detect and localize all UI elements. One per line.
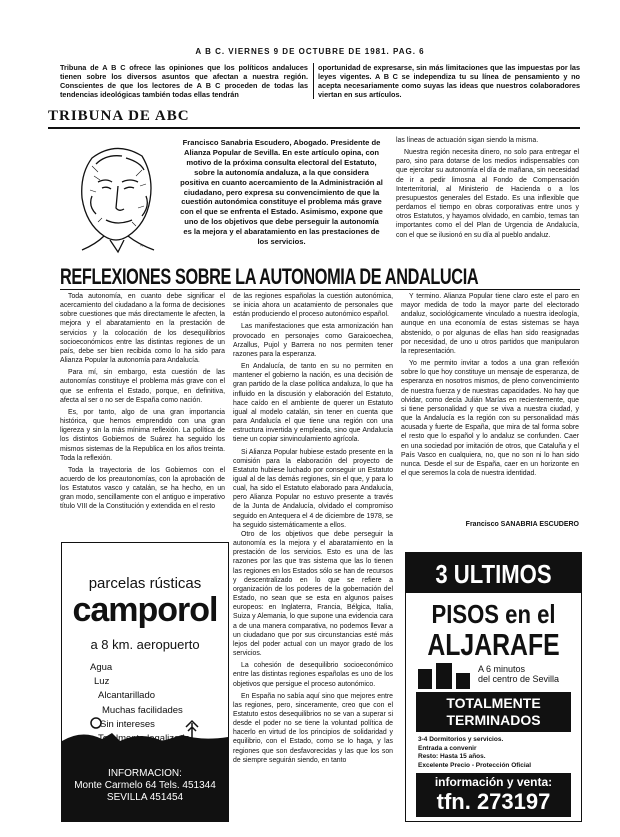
ad-aljarafe [405, 552, 582, 822]
ad-camporol-info-line1: Monte Carmelo 64 Tels. 451344 [74, 780, 216, 791]
article-lead: Francisco Sanabria Escudero, Abogado. Presidente de Alianza Popular de Sevilla. En este artículo opina, con motivo de la próxima consulta electoral del Estatuto, sobre la autonomía andaluza, a la que considera positiva en cuanto acercamiento de la Administración al ciudadano, pero expresa su convencimiento de que la cuestión autonómica constituye el problema más grave con el que se enfrenta el Estado. Asimismo, expone que uno de los objetivos que debe perseguir la autonomía es la mejora y el abaratamiento en las prestaciones de los servicios. [180, 138, 383, 247]
list-item: Sin intereses [100, 718, 155, 730]
author-portrait [62, 136, 170, 252]
article-paragraph: En Andalucía, de tanto en su no permiten en mantener el gobierno la nación, es una decisión de gran partido de la clase política andaluza, lo que ha influido en la discusión y elaboración del Estatuto, hace caído en el ambiente de querer un Estatuto igual al modelo catalán, sin tener en cuenta que para Andalucía el que tiene una región con una estructura invertida y empleada, sino que Andalucía tiene un copiar sinvinculamiento agrícola. [233, 363, 393, 444]
article-column-1 [60, 292, 225, 524]
ad-aljarafe-contact: información y venta: [434, 775, 553, 789]
ad-camporol-title: parcelas rústicas [88, 575, 202, 592]
ad-camporol-info [62, 768, 228, 804]
article-column-right-top [396, 136, 579, 243]
article-paragraph: Toda autonomía, en cuanto debe significar el acercamiento del ciudadano a la forma de decisiones sobre cuestiones que más directamente le afecten, la mejora y el abaratamiento en la prestación de servicios y la colocación de los desequilibrios socioeconómicos entre las distintas regiones de un país, debe ser bien recibida como lo ha sido para Alianza Popular la autonomía para Andalucía. [60, 293, 225, 365]
page-header: A B C. VIERNES 9 DE OCTUBRE DE 1981. PAG. 6 [195, 47, 425, 56]
ad-aljarafe-details [418, 736, 573, 770]
article-column-3 [401, 292, 579, 520]
list-item: Luz [94, 676, 110, 688]
article-paragraph: Para mí, sin embargo, esta cuestión de las autonomías constituye el problema más grave con el que se enfrenta el Estado, porque, en definitiva, afecta al ser o no ser de España como nación. [60, 369, 225, 404]
section-title: TRIBUNA DE ABC [48, 108, 190, 124]
article-paragraph: Y termino. Alianza Popular tiene claro este el paro en mayor medida de todo la mayor parte del electorado andaluz, sociológicamente vinculado a nuestra ideología, aunque en una economía de estas sistemas se haya abstenido, o por algunas de ellas han sido reasignadas por necesidad, de uno u otros partidos que manipularon la representación. [401, 293, 579, 355]
article-paragraph: Nuestra región necesita dinero, no solo para entregar el paro, sino para dotarse de los medios indispensables con que ejercitar su autonomía el día de mañana, sin necesidad de ir a pedir limosna al Fondo de Compensación Interterritorial, al Ministerio de Hacienda o a los presupuestos generales del Estado. Es una inflexible que perdamos el tiempo en obras corporativas entre unos y otros Estatutos, y hayamos olvidado, en cambio, temas tan importantes como el del Plan de Urgencia de Andalucía, con el que se ilusionó en su día al pueblo andaluz. [396, 149, 579, 239]
list-item: 3-4 Dormitorios y servicios. [418, 736, 504, 743]
article-paragraph: Otro de los objetivos que debe perseguir la autonomía es la mejora y el abaratamiento en la prestación de los servicios. Esto es una de las razones por las que tras sistema que las lo tienen las regiones en los Estados sólo se han de recursos y descentralizado en lo que se refiere a organización de los poderes de la gobernación del Estado, no sean que se esta en algunos países europeos: en Inglaterra, Francia, Bélgica, Italia, Suiza y Alemania, lo que supone una evidencia cara a de una manera comparativa, no podemos llevar a un ciudadano que por sus circunstancias esté más lejos del poder actual con un mayor grado de los servicios. [233, 531, 393, 658]
list-item: Agua [90, 662, 113, 673]
ad-aljarafe-line2: PISOS en el [431, 599, 556, 629]
ad-aljarafe-distance2: del centro de Sevilla [478, 674, 560, 684]
ad-camporol-distance: a 8 km. aeropuerto [90, 637, 200, 652]
intro-left: Tribuna de A B C ofrece las opiniones que los políticos andaluces tienen sobre los diversos asuntos que afectan a nuestra región. Conscientes de que los lectores de A B C proceden de todas las tendencias ideológicas también todas ellas tendrán [60, 63, 308, 99]
ad-aljarafe-line1: 3 ULTIMOS [435, 559, 552, 589]
buildings-illustration [416, 661, 474, 689]
ad-aljarafe-distance1: A 6 minutos [478, 664, 526, 674]
ad-aljarafe-band1: TOTALMENTE [446, 695, 541, 711]
section-rule [48, 127, 580, 129]
intro-right: oportunidad de expresarse, sin más limitaciones que las impuestas por las leyes vigentes. A B C se independiza tu su línea de pensamiento y no acepta necesariamente como suyas las ideas que nuestros colaboradores viertan en sus artículos. [318, 63, 580, 99]
article-paragraph: Toda la trayectoria de los Gobiernos con el acuerdo de los preautonomías, con la aprobación de los Estatutos vasco y catalán, se ha hecho, en un gran modo, sencillamente con el antiguo e imperativo título VIII de la Constitución y extendida en el resto [60, 466, 225, 511]
ad-aljarafe-band2: TERMINADOS [446, 712, 541, 728]
ad-aljarafe-distance [478, 664, 559, 684]
ad-camporol-info-line2: SEVILLA 451454 [106, 792, 184, 803]
landscape-illustration [62, 711, 228, 751]
list-item: Entrada a convenir [418, 744, 477, 752]
article-paragraph: La cohesión de desequilibrio socioeconómico entre las distintas regiones españolas es uno de los objetivos que persigue el proceso autonómico. [233, 662, 393, 688]
article-paragraph: Yo me permito invitar a todos a una gran reflexión sobre lo que hoy constituye un mensaje de esperanza, de esperanza en nosotros mismos, de pleno convencimiento de nuestra fuerza y de nuestras capacidades. No hay que olvidar, como decía Julián Marías en recientemente, que si tiene personalidad y que se viva a nuestra ciudad, y que la Andalucía es la región con su personalidad más acusada y fuerte de España, que mira de tal forma sobre el resto que lo español y lo andaluz se confunden. Caer en una sociedad por imitación de otros, que Cataluña y el País Vasco en cualquiera, no, que no son ni lo han sido nunca. Desde el sur de España, caer en un horizonte en el que seremos la cola de nuestra identidad. [401, 360, 579, 477]
list-item: Muchas facilidades [102, 704, 183, 716]
article-column-2 [233, 292, 393, 529]
ad-camporol-info-title: INFORMACION: [108, 768, 182, 779]
article-paragraph: Es, por tanto, algo de una gran importancia histórica, que hemos emprendido con una gran ligereza y sin la más mínima reflexión. La política de los distintos Gobiernos de Suárez ha seguido los mismos sistemas de la Republica en los años treinta. Toda la reflexión. [60, 408, 225, 462]
list-item: Resto: Hasta 15 años. [418, 753, 486, 760]
article-column-4 [233, 530, 393, 820]
ad-aljarafe-line3: ALJARAFE [427, 627, 560, 662]
article-paragraph: Si Alianza Popular hubiese estado presente en la comisión para la elaboración del proyecto de Estatuto hubiese luchado por conseguir un Estatuto igual al de las demás regiones, sin el que, y para lo cual, ha sido el Estatuto elaborado para Andalucía, pero Alianza Popular no estuvo presente a través de la Junta de Andalucía, olvidado el compromiso seguido en Antequera el 4 de diciembre de 1978, se ha seguido sistemáticamente a ellos. [233, 448, 393, 529]
article-paragraph: las líneas de actuación sigan siendo la misma. [396, 137, 539, 144]
list-item: Alcantarillado [98, 690, 156, 702]
svg-text:~: ~ [140, 244, 144, 250]
headline-rule [60, 289, 580, 290]
list-item: Excelente Precio - Protección Oficial [418, 761, 532, 769]
article-paragraph: Las manifestaciones que esta armonización han provocado en personajes como Garaicoechea, Arzallus, Pujol y Barrera no nos permiten tener razones para la esperanza. [233, 323, 393, 358]
ad-camporol [61, 542, 229, 822]
article-paragraph: de las regiones españolas la cuestión autonómica, se inicia ahora un acatamiento de personales que están produciendo el proceso autonómico español. [233, 293, 393, 319]
ad-aljarafe-phone: tfn. 273197 [436, 789, 551, 814]
article-paragraph: En España no sabía aquí sino que mejores entre las regiones, pero, sinceramente, creo que con el Estatuto estos desequilibrios no se van a superar si desde el poder no se tiene la voluntad política de hacerlo en virtud de los principios de solidaridad y equilibrio, con el Estado, como se lo haga, y las regiones que son desfavorecidas y las que los son de siempre seguirán siendo, en tanto [233, 692, 393, 764]
ad-aljarafe-band-text [416, 695, 571, 729]
article-headline: REFLEXIONES SOBRE LA AUTONOMIA DE ANDALUCIA [60, 264, 479, 289]
author-signature: Francisco SANABRIA ESCUDERO [465, 521, 579, 528]
intro-divider [313, 63, 314, 99]
ad-camporol-brand: camporol [72, 591, 218, 629]
